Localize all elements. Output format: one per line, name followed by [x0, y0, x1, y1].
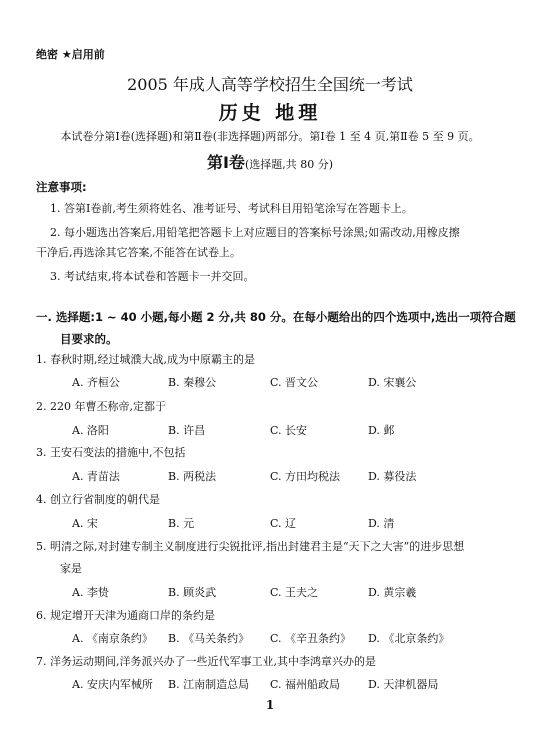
option-d: D. 黄宗羲: [368, 586, 417, 599]
notice-item: 2. 每小题选出答案后,用铅笔把答题卡上对应题目的答案标号涂黑;如需改动,用橡皮擦: [50, 226, 460, 239]
option-d: D. 邺: [368, 424, 395, 437]
page-number: 1: [265, 698, 275, 712]
notice-item: 3. 考试结束,将本试卷和答题卡一并交回。: [50, 270, 255, 283]
question-stem: 5. 明清之际,对封建专制主义制度进行尖锐批评,指出封建君主是“天下之大害”的进步思想: [36, 540, 465, 553]
part-title: 第Ⅰ卷: [206, 153, 245, 172]
exam-description: 本试卷分第Ⅰ卷(选择题)和第Ⅱ卷(非选择题)两部分。第Ⅰ卷 1 至 4 页,第Ⅱ卷 5 至 9 页。: [60, 130, 480, 143]
question-stem: 7. 洋务运动期间,洋务派兴办了一些近代军事工业,其中李鸿章兴办的是: [36, 655, 376, 668]
section-heading: 一. 选择题:1 ~ 40 小题,每小题 2 分,共 80 分。在每小题给出的四个选项中,选出一项符合题: [36, 310, 516, 324]
question-stem: 4. 创立行省制度的朝代是: [36, 493, 160, 506]
notice-heading: 注意事项:: [36, 180, 87, 194]
option-b: B. 两税法: [168, 470, 217, 483]
question-stem-cont: 家是: [60, 562, 82, 575]
part-heading: [0, 150, 540, 173]
option-d: D. 宋襄公: [368, 376, 417, 389]
option-d: D. 清: [368, 517, 395, 530]
option-c: C. 《辛丑条约》: [270, 632, 352, 645]
option-c: C. 方田均税法: [270, 470, 341, 483]
notice-item-cont: 干净后,再选涂其它答案,不能答在试卷上。: [36, 246, 241, 259]
option-a: A. 青苗法: [72, 470, 120, 483]
question-stem: 2. 220 年曹丕称帝,定都于: [36, 400, 166, 413]
option-d: D. 天津机器局: [368, 678, 439, 691]
option-b: B. 《马关条约》: [168, 632, 250, 645]
option-b: B. 江南制造总局: [168, 678, 250, 691]
option-c: C. 长安: [270, 424, 308, 437]
exam-title: 2005 年成人高等学校招生全国统一考试: [127, 75, 413, 94]
part-note: (选择题,共 80 分): [244, 158, 334, 171]
option-c: C. 辽: [270, 517, 297, 530]
exam-subject: 历史 地理: [218, 102, 322, 124]
question-stem: 3. 王安石变法的措施中,不包括: [36, 446, 186, 459]
question-stem: 1. 春秋时期,经过城濮大战,成为中原霸主的是: [36, 353, 255, 366]
option-c: C. 福州船政局: [270, 678, 341, 691]
option-b: B. 元: [168, 517, 195, 530]
question-stem: 6. 规定增开天津为通商口岸的条约是: [36, 609, 215, 622]
option-c: C. 王夫之: [270, 586, 319, 599]
option-b: B. 顾炎武: [168, 586, 217, 599]
option-a: A. 安庆内军械所: [72, 678, 153, 691]
option-a: A. 齐桓公: [72, 376, 120, 389]
option-c: C. 晋文公: [270, 376, 319, 389]
option-b: B. 许昌: [168, 424, 206, 437]
option-a: A. 宋: [72, 517, 98, 530]
confidential-mark: 绝密 ★启用前: [36, 48, 105, 61]
option-a: A. 《南京条约》: [72, 632, 153, 645]
option-d: D. 募役法: [368, 470, 417, 483]
option-b: B. 秦穆公: [168, 376, 217, 389]
section-heading-cont: 目要求的。: [60, 332, 118, 346]
notice-item: 1. 答第Ⅰ卷前,考生须将姓名、准考证号、考试科目用铅笔涂写在答题卡上。: [50, 202, 413, 215]
option-a: A. 李贽: [72, 586, 109, 599]
option-d: D. 《北京条约》: [368, 632, 450, 645]
option-a: A. 洛阳: [72, 424, 109, 437]
